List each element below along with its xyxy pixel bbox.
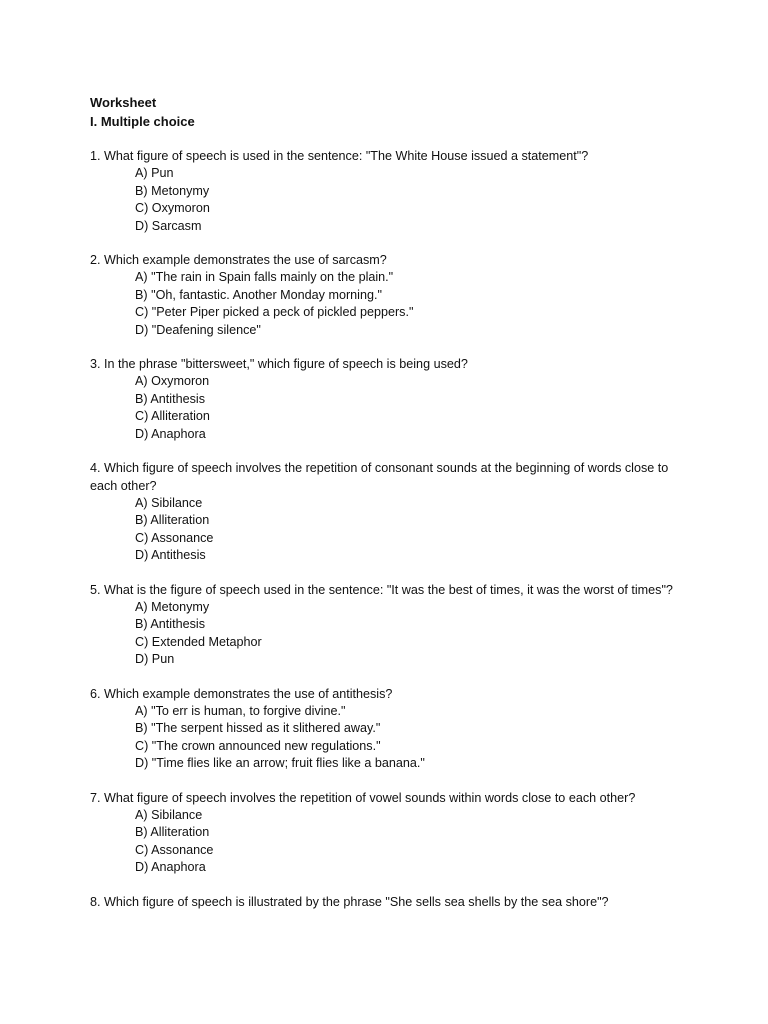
answer-option: D) Anaphora: [135, 860, 206, 875]
question-6: [90, 686, 690, 773]
question-8: [90, 894, 690, 911]
answer-option: B) Metonymy: [135, 183, 210, 198]
question-list: [90, 148, 690, 911]
answer-option: D) Anaphora: [135, 426, 206, 441]
answer-option: B) "Oh, fantastic. Another Monday morning.": [135, 287, 382, 302]
answer-option: B) Antithesis: [135, 391, 205, 406]
answer-option: A) Sibilance: [135, 495, 203, 510]
answer-option: A) "The rain in Spain falls mainly on the plain.": [135, 270, 394, 285]
answer-option: C) "The crown announced new regulations.": [135, 738, 381, 753]
answer-options: [90, 703, 690, 773]
question-text: 1. What figure of speech is used in the sentence: "The White House issued a statement"?: [90, 149, 589, 163]
question-text: 7. What figure of speech involves the repetition of vowel sounds within words close to each other?: [90, 790, 636, 805]
answer-option: B) Antithesis: [135, 617, 205, 632]
answer-option: C) Alliteration: [135, 409, 210, 424]
answer-options: [90, 165, 690, 235]
answer-option: A) Oxymoron: [135, 374, 210, 389]
question-4: [90, 460, 690, 564]
question-1: [90, 148, 690, 235]
answer-option: D) Sarcasm: [135, 218, 202, 233]
answer-options: [90, 807, 690, 877]
answer-option: B) Alliteration: [135, 513, 210, 528]
answer-option: D) Antithesis: [135, 548, 206, 563]
answer-option: C) Assonance: [135, 530, 214, 545]
question-text: 4. Which figure of speech involves the repetition of consonant sounds at the beginning of words close to each other?: [90, 461, 669, 493]
answer-option: A) "To err is human, to forgive divine.": [135, 703, 346, 718]
answer-options: [90, 269, 690, 339]
answer-option: A) Metonymy: [135, 599, 210, 614]
answer-option: B) "The serpent hissed as it slithered away.": [135, 721, 381, 736]
question-7: [90, 790, 690, 877]
question-text: 8. Which figure of speech is illustrated by the phrase "She sells sea shells by the sea shore"?: [90, 894, 609, 909]
answer-option: C) "Peter Piper picked a peck of pickled peppers.": [135, 305, 414, 320]
question-text: 3. In the phrase "bittersweet," which figure of speech is being used?: [90, 357, 468, 372]
answer-option: C) Extended Metaphor: [135, 634, 262, 649]
question-text: 6. Which example demonstrates the use of antithesis?: [90, 686, 393, 701]
answer-option: A) Sibilance: [135, 808, 203, 822]
question-5: [90, 582, 690, 669]
question-text: 2. Which example demonstrates the use of sarcasm?: [90, 253, 387, 268]
answer-options: [90, 373, 690, 443]
answer-option: D) "Time flies like an arrow; fruit flies like a banana.": [135, 756, 425, 771]
worksheet-content: [90, 93, 690, 928]
worksheet-title: Worksheet: [90, 95, 157, 110]
answer-option: C) Oxymoron: [135, 201, 210, 216]
answer-option: D) "Deafening silence": [135, 322, 261, 337]
question-3: [90, 356, 690, 443]
answer-option: B) Alliteration: [135, 825, 210, 840]
question-2: [90, 252, 690, 339]
answer-option: A) Pun: [135, 166, 174, 181]
question-text: 5. What is the figure of speech used in the sentence: "It was the best of times, it was the worst of times"?: [90, 582, 673, 597]
answer-option: D) Pun: [135, 652, 175, 667]
answer-options: [90, 599, 690, 669]
section-title: I. Multiple choice: [90, 114, 195, 129]
answer-option: C) Assonance: [135, 842, 214, 857]
answer-options: [90, 495, 690, 565]
